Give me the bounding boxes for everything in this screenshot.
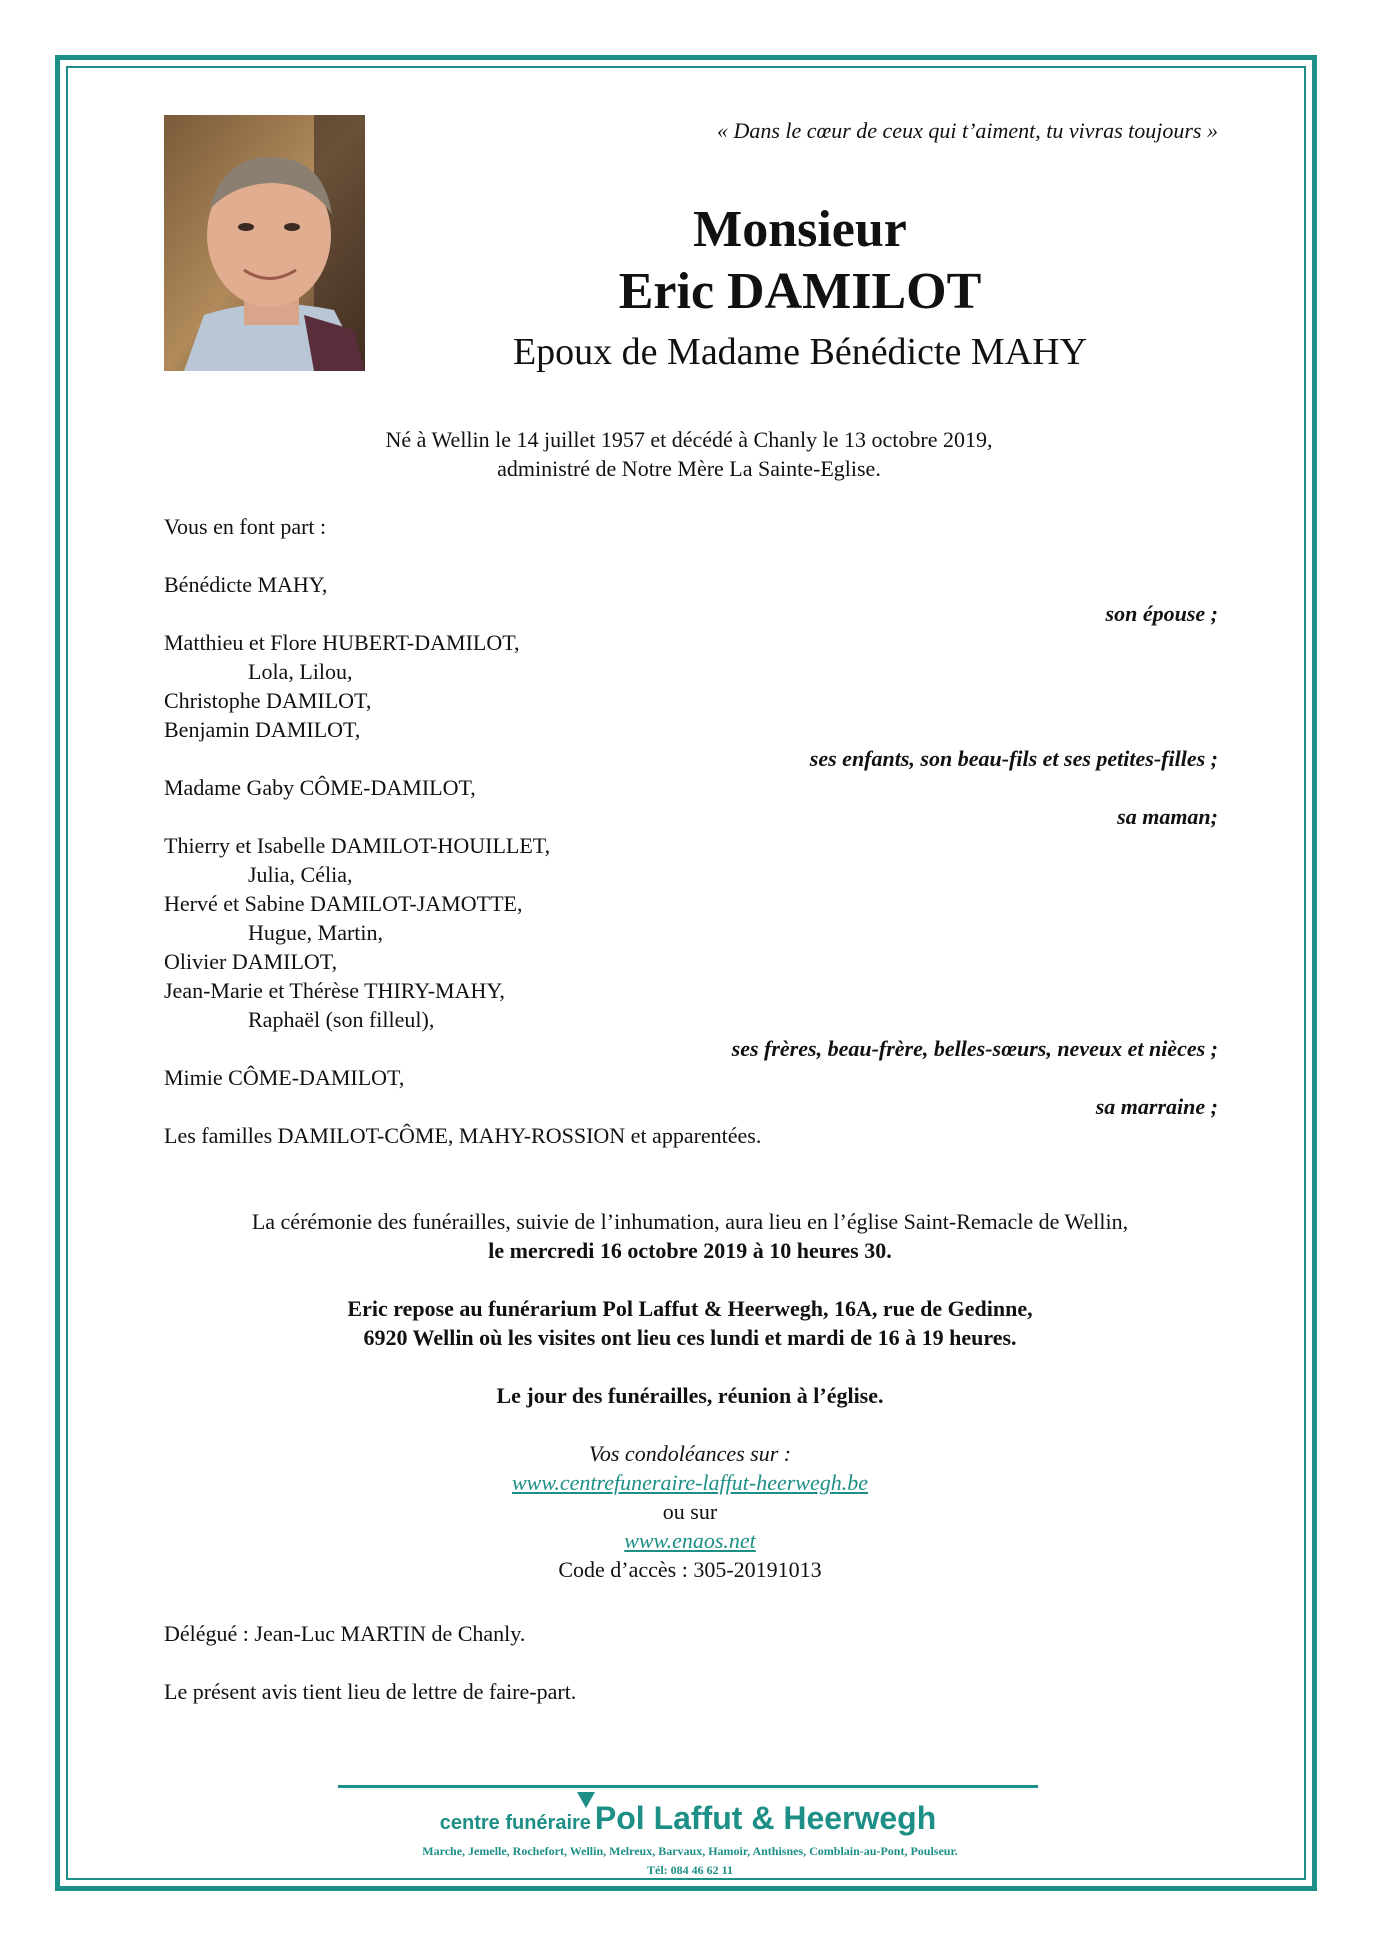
sibling-line: Hervé et Sabine DAMILOT-JAMOTTE, [164,891,523,916]
footer-phone: Tél: 084 46 62 11 [647,1863,733,1877]
footer-brand [338,1800,1038,1837]
child-line: Christophe DAMILOT, [164,688,372,713]
rest-line-1: Eric repose au funérarium Pol Laffut & Heerwegh, 16A, rue de Gedinne, [347,1296,1033,1321]
deceased-name: Eric DAMILOT [618,263,982,320]
role-mother: sa maman; [1117,804,1218,829]
sibling-line: Thierry et Isabelle DAMILOT-HOUILLET, [164,833,551,858]
access-code: Code d’accès : 305-20191013 [558,1557,822,1582]
family-spouse: Bénédicte MAHY, [164,572,328,597]
role-godmother: sa marraine ; [1095,1094,1218,1119]
condolences-label: Vos condoléances sur : [588,1441,792,1466]
child-line: Matthieu et Flore HUBERT-DAMILOT, [164,630,520,655]
footer-brand-name: Pol Laffut & Heerwegh [594,1800,937,1836]
family-godmother: Mimie CÔME-DAMILOT, [164,1065,405,1090]
condolences-link-1[interactable]: www.centrefuneraire-laffut-heerwegh.be [512,1470,868,1495]
footer-divider [338,1785,1038,1788]
condolences-or: ou sur [662,1499,718,1524]
family-mother: Madame Gaby CÔME-DAMILOT, [164,775,476,800]
families-line: Les familles DAMILOT-CÔME, MAHY-ROSSION et apparentées. [164,1123,762,1148]
rest-line-2: 6920 Wellin où les visites ont lieu ces lundi et mardi de 16 à 19 heures. [363,1325,1017,1350]
footer-brand-small: centre funéraire [439,1812,591,1834]
condolences-link-2[interactable]: www.enaos.net [624,1528,756,1553]
delegate-line: Délégué : Jean-Luc MARTIN de Chanly. [164,1621,526,1646]
sibling-line: Jean-Marie et Thérèse THIRY-MAHY, [164,978,505,1003]
intro-text: Vous en font part : [164,514,327,539]
child-line: Benjamin DAMILOT, [164,717,361,742]
spouse-line: Epoux de Madame Bénédicte MAHY [512,331,1088,373]
child-line: Lola, Lilou, [248,659,353,684]
role-siblings: ses frères, beau-frère, belles-sœurs, neveux et nièces ; [731,1036,1218,1061]
sibling-line: Hugue, Martin, [248,920,384,945]
sibling-line: Olivier DAMILOT, [164,949,338,974]
meeting-line: Le jour des funérailles, réunion à l’église. [496,1383,884,1408]
role-spouse: son épouse ; [1105,601,1218,626]
sibling-line: Julia, Célia, [248,862,353,887]
portrait-photo [164,115,365,371]
notice-line: Le présent avis tient lieu de lettre de faire-part. [164,1679,577,1704]
epitaph-quote: « Dans le cœur de ceux qui t’aiment, tu vivras toujours » [716,118,1218,143]
role-children: ses enfants, son beau-fils et ses petites-filles ; [809,746,1218,771]
birth-line-2: administré de Notre Mère La Sainte-Eglise. [497,456,881,481]
birth-line-1: Né à Wellin le 14 juillet 1957 et décédé à Chanly le 13 octobre 2019, [385,427,993,452]
sibling-line: Raphaël (son filleul), [248,1007,435,1032]
ceremony-line-1: La cérémonie des funérailles, suivie de l’inhumation, aura lieu en l’église Saint-Remacle de Wellin, [251,1209,1129,1234]
title-honorific: Monsieur [693,201,907,258]
footer-places: Marche, Jemelle, Rochefort, Wellin, Melreux, Barvaux, Hamoir, Anthisnes, Comblain-au-Pont, Poulseur. [422,1844,958,1858]
ceremony-line-2: le mercredi 16 octobre 2019 à 10 heures 30. [488,1238,892,1263]
birth-death-info [164,425,1214,483]
